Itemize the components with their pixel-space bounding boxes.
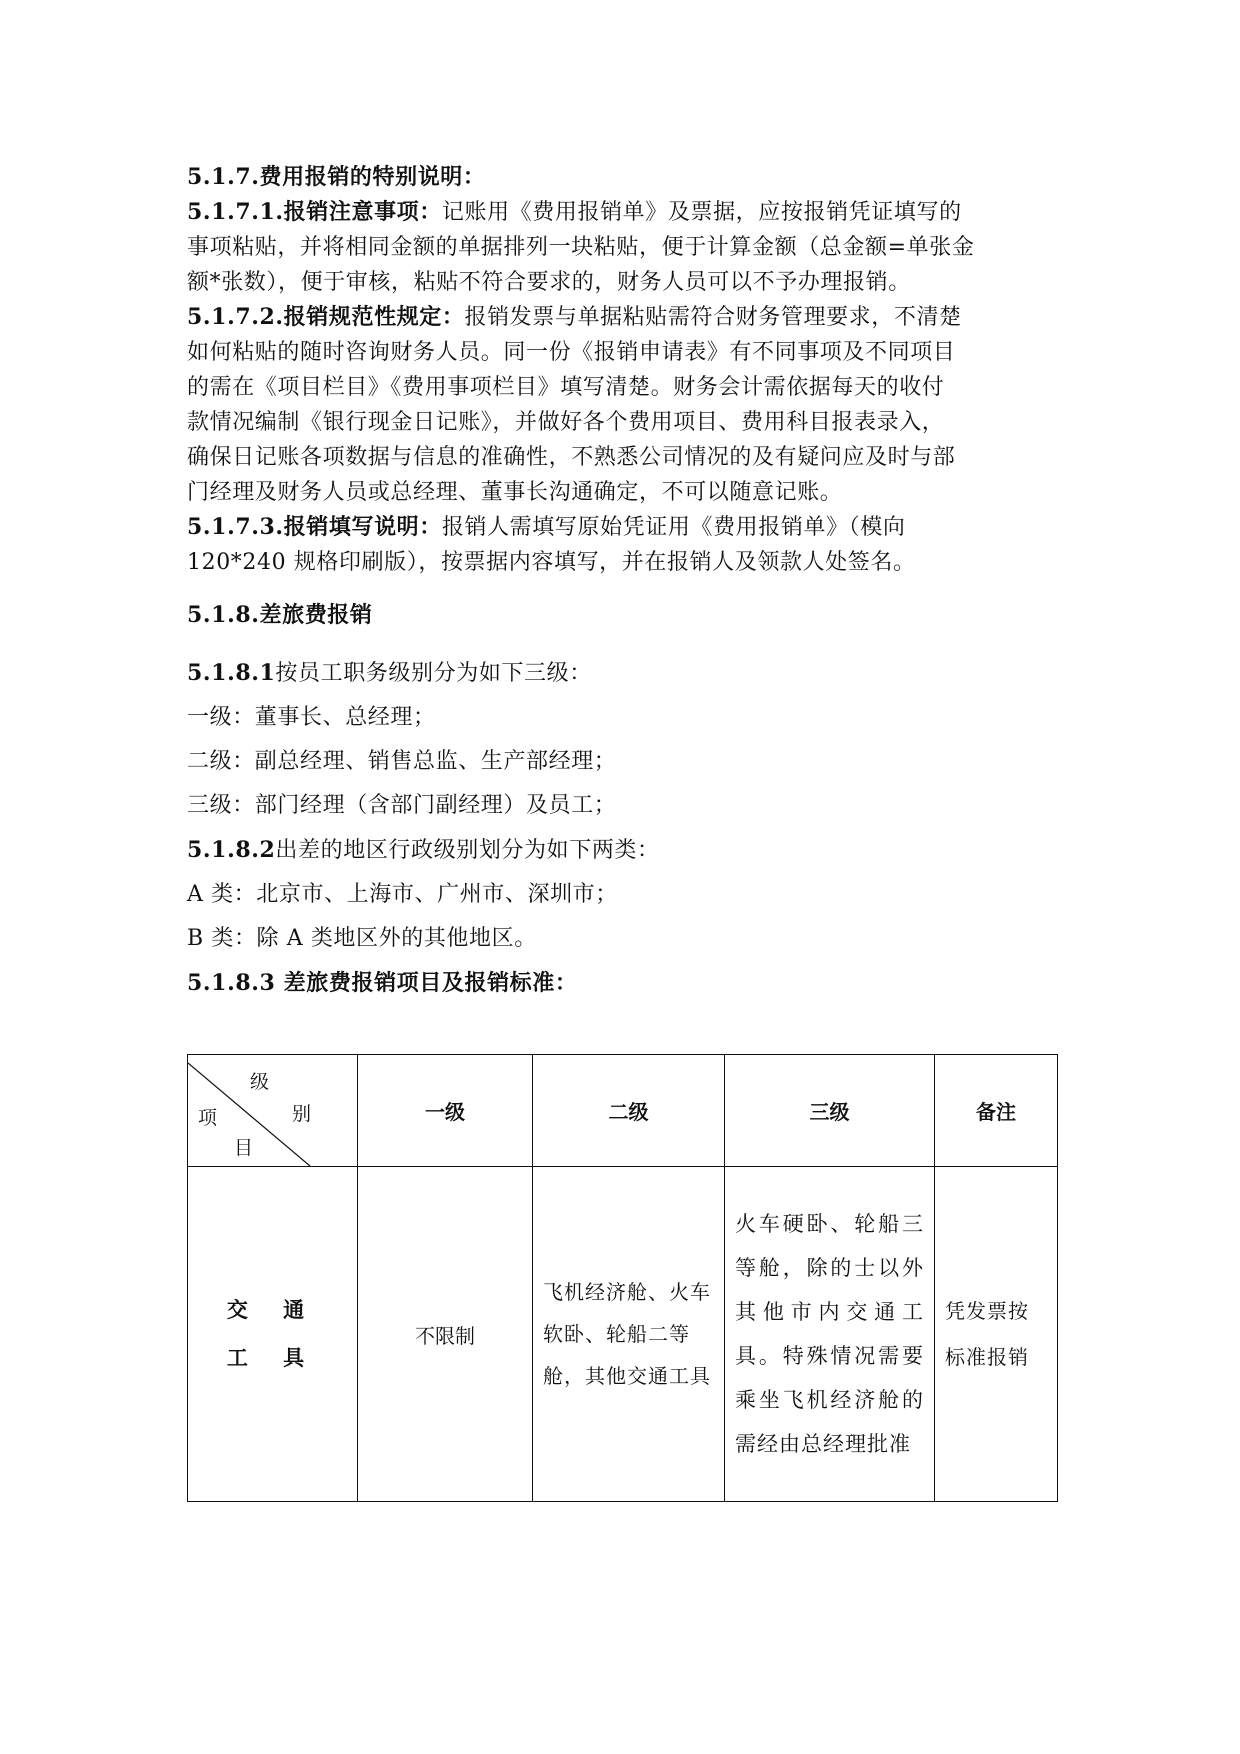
para-5-1-7-1-line-1	[187, 195, 1057, 230]
diag-label-right: 别	[292, 1103, 312, 1125]
para-text: 记账用《费用报销单》及票据，应按报销凭证填写的	[441, 200, 962, 225]
subsection-text: 出差的地区行政级别划分为如下两类：	[275, 838, 660, 863]
para-5-1-7-2-line-5: 确保日记账各项数据与信息的准确性，不熟悉公司情况的及有疑问应及时与部	[187, 445, 956, 470]
para-5-1-7-3-line-1	[187, 510, 1057, 545]
diag-label-bottom: 目	[234, 1137, 254, 1159]
subsection-text: 按员工职务级别分为如下三级：	[275, 661, 592, 686]
para-5-1-7-2-line-2: 如何粘贴的随时咨询财务人员。同一份《报销申请表》有不同事项及不同项目	[187, 340, 956, 365]
row-label-line-1: 交 通	[226, 1297, 319, 1322]
region-item: A 类：北京市、上海市、广州市、深圳市；	[187, 882, 618, 907]
section-5-1-7-title: 5.1.7.费用报销的特别说明：	[187, 164, 486, 190]
para-5-1-7-2-label: 5.1.7.2.报销规范性规定：	[187, 304, 465, 330]
cell-remark: 凭发票按标准报销	[945, 1299, 1029, 1369]
header-remark: 备注	[935, 1055, 1058, 1167]
cell-level-3-wrap	[725, 1167, 935, 1502]
para-text: 报销发票与单据粘贴需符合财务管理要求，不清楚	[464, 305, 962, 330]
section-5-1-8-title: 5.1.8.差旅费报销	[187, 602, 373, 628]
cell-level-1: 不限制	[358, 1167, 533, 1502]
subsection-5-1-8-3-title: 5.1.8.3 差旅费报销项目及报销标准：	[187, 970, 578, 996]
header-level-2: 二级	[533, 1055, 725, 1167]
table-row	[188, 1167, 1058, 1502]
row-label-cell	[188, 1167, 358, 1502]
travel-expense-standard-table	[187, 1054, 1058, 1502]
diag-label-top: 级	[250, 1071, 270, 1093]
para-5-1-7-2-line-3: 的需在《项目栏目》《费用事项栏目》填写清楚。财务会计需依据每天的收付	[187, 375, 945, 400]
subsection-5-1-8-1	[187, 651, 1057, 696]
table-header-row	[188, 1055, 1058, 1167]
cell-level-2: 飞机经济舱、火车软卧、轮船二等舱，其他交通工具	[543, 1280, 711, 1388]
cell-level-3: 火车硬卧、轮船三等舱，除的士以外其他市内交通工具。特殊情况需要乘坐飞机经济舱的需经由总经理批准	[735, 1212, 924, 1456]
para-5-1-7-1-line-3: 额*张数），便于审核，粘贴不符合要求的，财务人员可以不予办理报销。	[187, 270, 911, 295]
para-5-1-7-3-label: 5.1.7.3.报销填写说明：	[187, 514, 442, 540]
document-body	[187, 160, 1057, 1005]
para-5-1-7-1-line-2: 事项粘贴，并将相同金额的单据排列一块粘贴，便于计算金额（总金额=单张金	[187, 235, 975, 260]
level-item: 三级：部门经理（含部门副经理）及员工；	[187, 793, 617, 818]
diagonal-header-cell	[188, 1055, 358, 1167]
para-5-1-7-3-line-2: 120*240 规格印刷版），按票据内容填写，并在报销人及领款人处签名。	[187, 550, 916, 575]
para-5-1-7-1-label: 5.1.7.1.报销注意事项：	[187, 199, 442, 225]
level-item: 二级：副总经理、销售总监、生产部经理；	[187, 749, 617, 774]
header-level-1: 一级	[358, 1055, 533, 1167]
diag-label-left: 项	[198, 1107, 218, 1129]
row-label-line-2: 工 具	[226, 1345, 319, 1370]
cell-level-2-wrap	[533, 1167, 725, 1502]
para-5-1-7-2-line-4: 款情况编制《银行现金日记账》，并做好各个费用项目、费用科目报表录入，	[187, 410, 945, 435]
subsection-number: 5.1.8.2	[187, 837, 276, 863]
level-item: 一级：董事长、总经理；	[187, 705, 436, 730]
header-level-3: 三级	[725, 1055, 935, 1167]
para-5-1-7-2-line-6: 门经理及财务人员或总经理、董事长沟通确定，不可以随意记账。	[187, 480, 843, 505]
para-text: 报销人需填写原始凭证用《费用报销单》（模向	[441, 515, 906, 540]
subsection-number: 5.1.8.1	[187, 660, 276, 686]
cell-remark-wrap	[935, 1167, 1058, 1502]
para-5-1-7-2-line-1	[187, 300, 1057, 335]
subsection-5-1-8-2	[187, 828, 1057, 873]
region-item: B 类：除 A 类地区外的其他地区。	[187, 926, 537, 951]
